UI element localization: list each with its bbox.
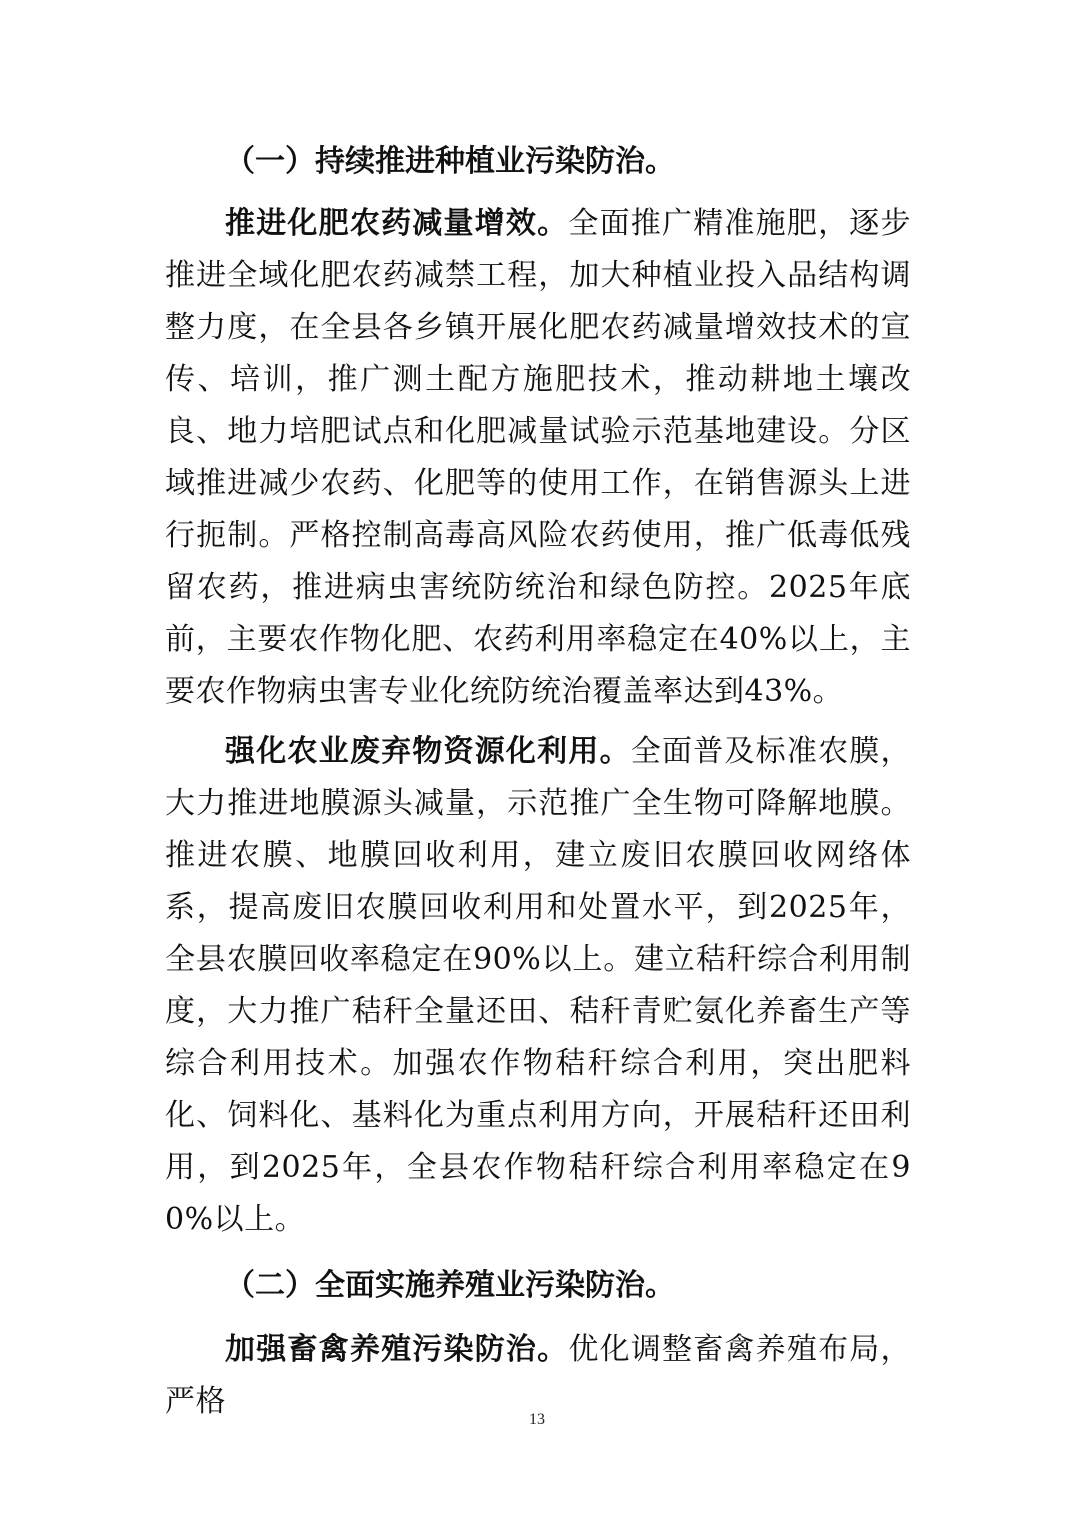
paragraph-agri-waste [165, 726, 911, 1246]
paragraph-fertilizer-pesticide [165, 198, 911, 718]
document-body [165, 136, 911, 1428]
paragraph-lead: 强化农业废弃物资源化利用。 [225, 734, 631, 769]
paragraph-lead: 推进化肥农药减量增效。 [225, 206, 569, 241]
paragraph-lead: 加强畜禽养殖污染防治。 [225, 1332, 569, 1367]
section-heading-2: （二）全面实施养殖业污染防治。 [225, 1268, 675, 1303]
page-number: 13 [529, 1411, 545, 1428]
paragraph-body: 全面普及标准农膜，大力推进地膜源头减量，示范推广全生物可降解地膜。推进农膜、地膜回收利用，建立废旧农膜回收网络体系，提高废旧农膜回收利用和处置水平，到2025年，全县农膜回收率稳定在90%以上。建立秸秆综合利用制度，大力推广秸秆全量还田、秸秆青贮氨化养畜生产等综合利用技术。加强农作物秸秆综合利用，突出肥料化、饲料化、基料化为重点利用方向，开展秸秆还田利用，到2025年，全县农作物秸秆综合利用率稳定在90%以上。 [165, 734, 912, 1237]
section-heading-1: （一）持续推进种植业污染防治。 [225, 144, 675, 179]
paragraph-body: 全面推广精准施肥，逐步推进全域化肥农药减禁工程，加大种植业投入品结构调整力度，在全县各乡镇开展化肥农药减量增效技术的宣传、培训，推广测土配方施肥技术，推动耕地土壤改良、地力培肥试点和化肥减量试验示范基地建设。分区域推进减少农药、化肥等的使用工作，在销售源头上进行扼制。严格控制高毒高风险农药使用，推广低毒低残留农药，推进病虫害统防统治和绿色防控。2025年底前，主要农作物化肥、农药利用率稳定在40%以上，主要农作物病虫害专业化统防统治覆盖率达到43%。 [165, 206, 912, 709]
paragraph-body: 优化调整畜禽养殖布局，严格 [165, 1332, 912, 1419]
